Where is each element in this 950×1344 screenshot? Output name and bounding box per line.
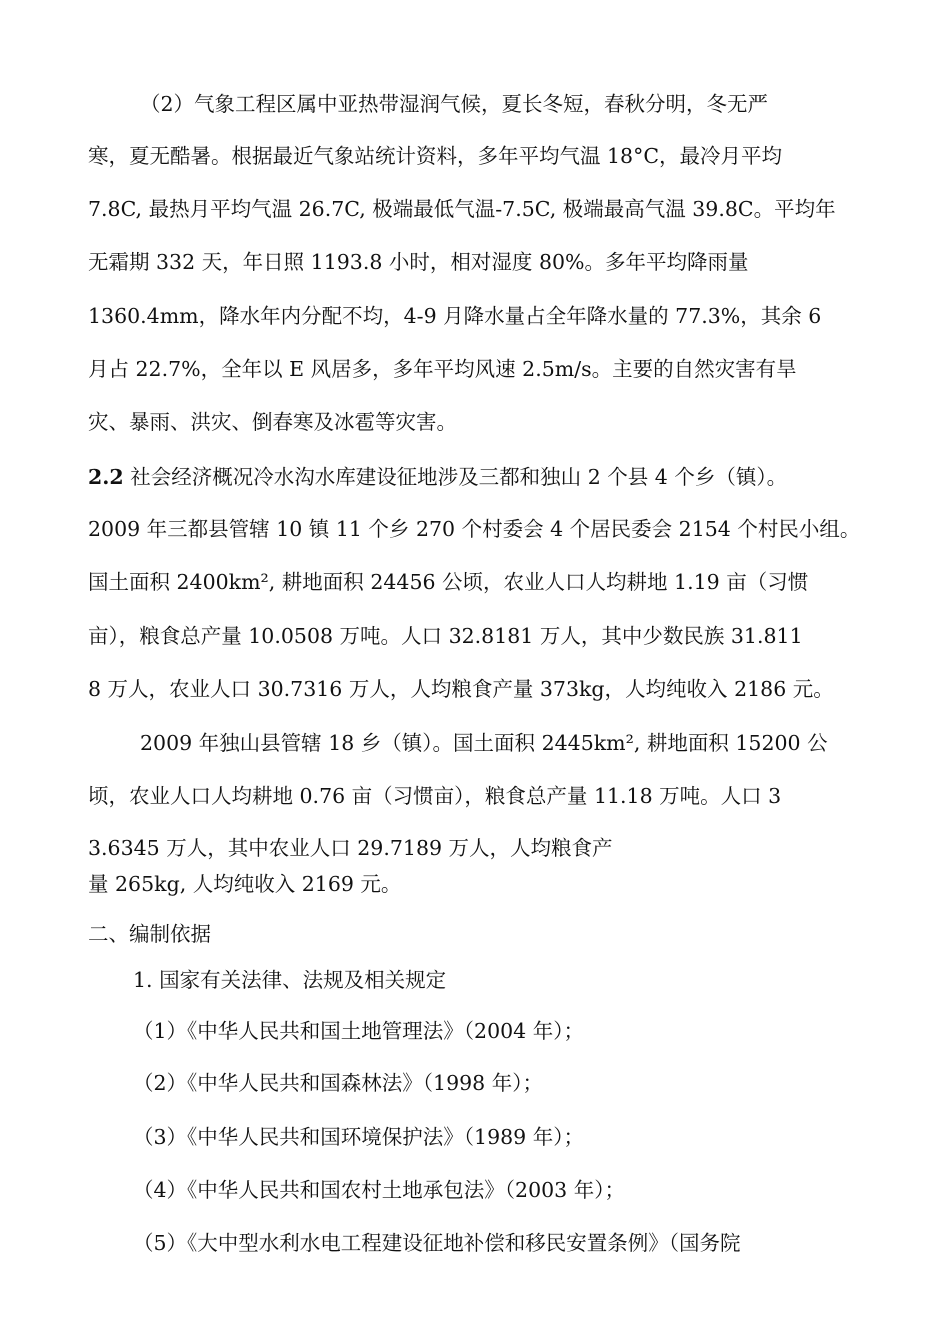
dushan-line-4: 量 265kg, 人均纯收入 2169 元。 [88,872,402,896]
socio-heading-line [88,463,787,491]
basis-item-1: （1）《中华人民共和国土地管理法》（2004 年）； [133,1019,584,1043]
basis-item-2: （2）《中华人民共和国森林法》（1998 年）； [133,1071,543,1095]
dushan-line-3: 3.6345 万人，其中农业人口 29.7189 万人，人均粮食产 [88,836,613,860]
climate-line-1: （2）气象工程区属中亚热带湿润气候，夏长冬短，春秋分明，冬无严 [140,92,769,116]
basis-item-4: （4）《中华人民共和国农村土地承包法》（2003 年）； [133,1178,625,1202]
basis-item-5: （5）《大中型水利水电工程建设征地补偿和移民安置条例》（国务院 [133,1231,741,1255]
socio-line-4: 亩），粮食总产量 10.0508 万吨。人口 32.8181 万人，其中少数民族 31.811 [88,624,803,648]
climate-line-4: 无霜期 332 天，年日照 1193.8 小时，相对湿度 80%。多年平均降雨量 [88,250,749,274]
climate-line-3: 7.8C, 最热月平均气温 26.7C, 极端最低气温-7.5C, 极端最高气温 39.8C。平均年 [88,197,836,221]
basis-item-3: （3）《中华人民共和国环境保护法》（1989 年）； [133,1125,584,1149]
climate-line-7: 灾、暴雨、洪灾、倒春寒及冰雹等灾害。 [88,410,457,434]
basis-heading: 二、编制依据 [88,922,211,946]
socio-line-1-text: 社会经济概况冷水沟水库建设征地涉及三都和独山 2 个县 4 个乡（镇）。 [123,465,788,489]
basis-subheading: 1. 国家有关法律、法规及相关规定 [133,968,447,992]
socio-line-3: 国土面积 2400km², 耕地面积 24456 公顷，农业人口人均耕地 1.19 亩（习惯 [88,570,809,594]
climate-line-6: 月占 22.7%，全年以 E 风居多，多年平均风速 2.5m/s。主要的自然灾害有旱 [88,357,797,381]
dushan-line-1: 2009 年独山县管辖 18 乡（镇）。国土面积 2445km², 耕地面积 15200 公 [140,731,828,755]
climate-line-5: 1360.4mm，降水年内分配不均，4-9 月降水量占全年降水量的 77.3%，其余 6 [88,304,822,328]
socio-line-5: 8 万人，农业人口 30.7316 万人，人均粮食产量 373kg，人均纯收入 2186 元。 [88,677,834,701]
socio-line-2: 2009 年三都县管辖 10 镇 11 个乡 270 个村委会 4 个居民委会 2154 个村民小组。 [88,517,861,541]
section-number: 2.2 [88,465,124,489]
climate-line-2: 寒，夏无酷暑。根据最近气象站统计资料，多年平均气温 18°C，最冷月平均 [88,144,783,168]
dushan-line-2: 顷，农业人口人均耕地 0.76 亩（习惯亩），粮食总产量 11.18 万吨。人口 3 [88,784,782,808]
